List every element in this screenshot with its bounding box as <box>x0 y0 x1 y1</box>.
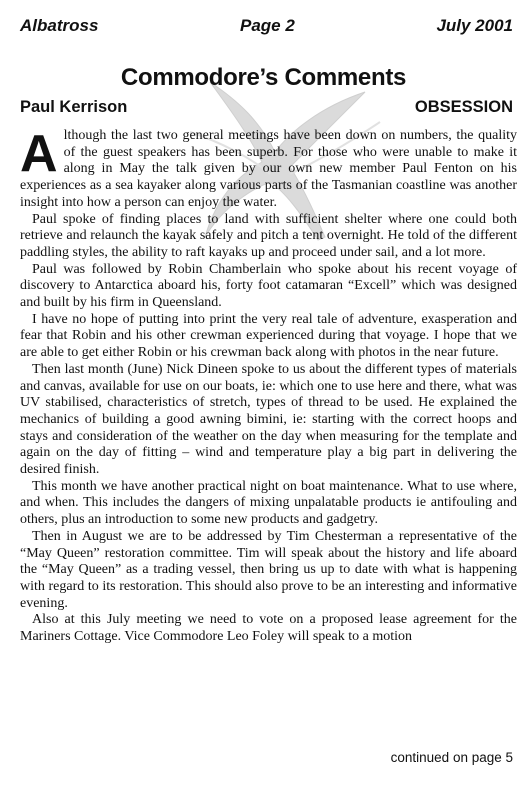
paragraph-1: Although the last two general meetings have been down on numbers, the quality of the guest speakers has been superb. For those who were unable to make it along in May the talk given by our own new member Paul Fenton on his experiences as a sea kayaker along various parts of the Tasmanian coastline was another insight into how a person can enjoy the water. <box>20 125 517 210</box>
publication-name: Albatross <box>20 16 99 35</box>
page-header <box>20 16 513 42</box>
paragraph: This month we have another practical night on boat maintenance. What to use where, and when. This includes the dangers of mixing unpalatable products ie antifouling and others, plus an introduction to some new products and gadgetry. <box>20 478 517 528</box>
article-title: Commodore’s Comments <box>120 64 407 91</box>
continued-note: continued on page 5 <box>390 750 513 765</box>
byline <box>20 98 513 120</box>
paragraph: I have no hope of putting into print the very real tale of adventure, exasperation and fear that Robin and his other crewman experienced during that voyage. I hope that we are able to get either Robin or his crewman back along with photos in the near future. <box>20 311 517 361</box>
paragraph: Paul was followed by Robin Chamberlain who spoke about his recent voyage of discovery to Antarctica aboard his, forty foot catamaran “Excell” which was designed and built by his firm in Queensland. <box>20 261 517 311</box>
boat-name: OBSESSION <box>414 98 513 116</box>
paragraph: Then in August we are to be addressed by Tim Chesterman a representative of the “May Queen” restoration committee. Tim will speak about the history and life aboard the “May Queen” as a trading vessel, then bring us up to date with what is happening with regard to its restoration. This should also prove to be an interesting and informative evening. <box>20 528 517 611</box>
paragraph: Also at this July meeting we need to vote on a proposed lease agreement for the Mariners Cottage. Vice Commodore Leo Foley will speak to a motion <box>20 612 517 645</box>
issue-date: July 2001 <box>436 16 513 35</box>
article-body <box>20 125 517 646</box>
paragraph: Then last month (June) Nick Dineen spoke to us about the different types of materials and canvas, available for use on our boats, ie: which one to use here and there, what was UV stabilised, characteristics of stretch, types of thread to be used. He explained the mechanics of building a good awning bimini, ie: starting with the correct hoops and stays and consideration of the weather on the day when measuring for the template and again on the day of fitting – wind and temperature play a big part in delivering the desired finish. <box>20 361 517 478</box>
drop-cap: A <box>20 125 58 183</box>
page-number: Page 2 <box>240 16 295 35</box>
paragraph: Paul spoke of finding places to land with sufficient shelter where one could both retrieve and relaunch the kayak safely and pitch a tent overnight. He told of the different paddling styles, the ability to raft kayaks up and proceed under sail, and a lot more. <box>20 211 517 260</box>
author-name: Paul Kerrison <box>20 98 128 116</box>
